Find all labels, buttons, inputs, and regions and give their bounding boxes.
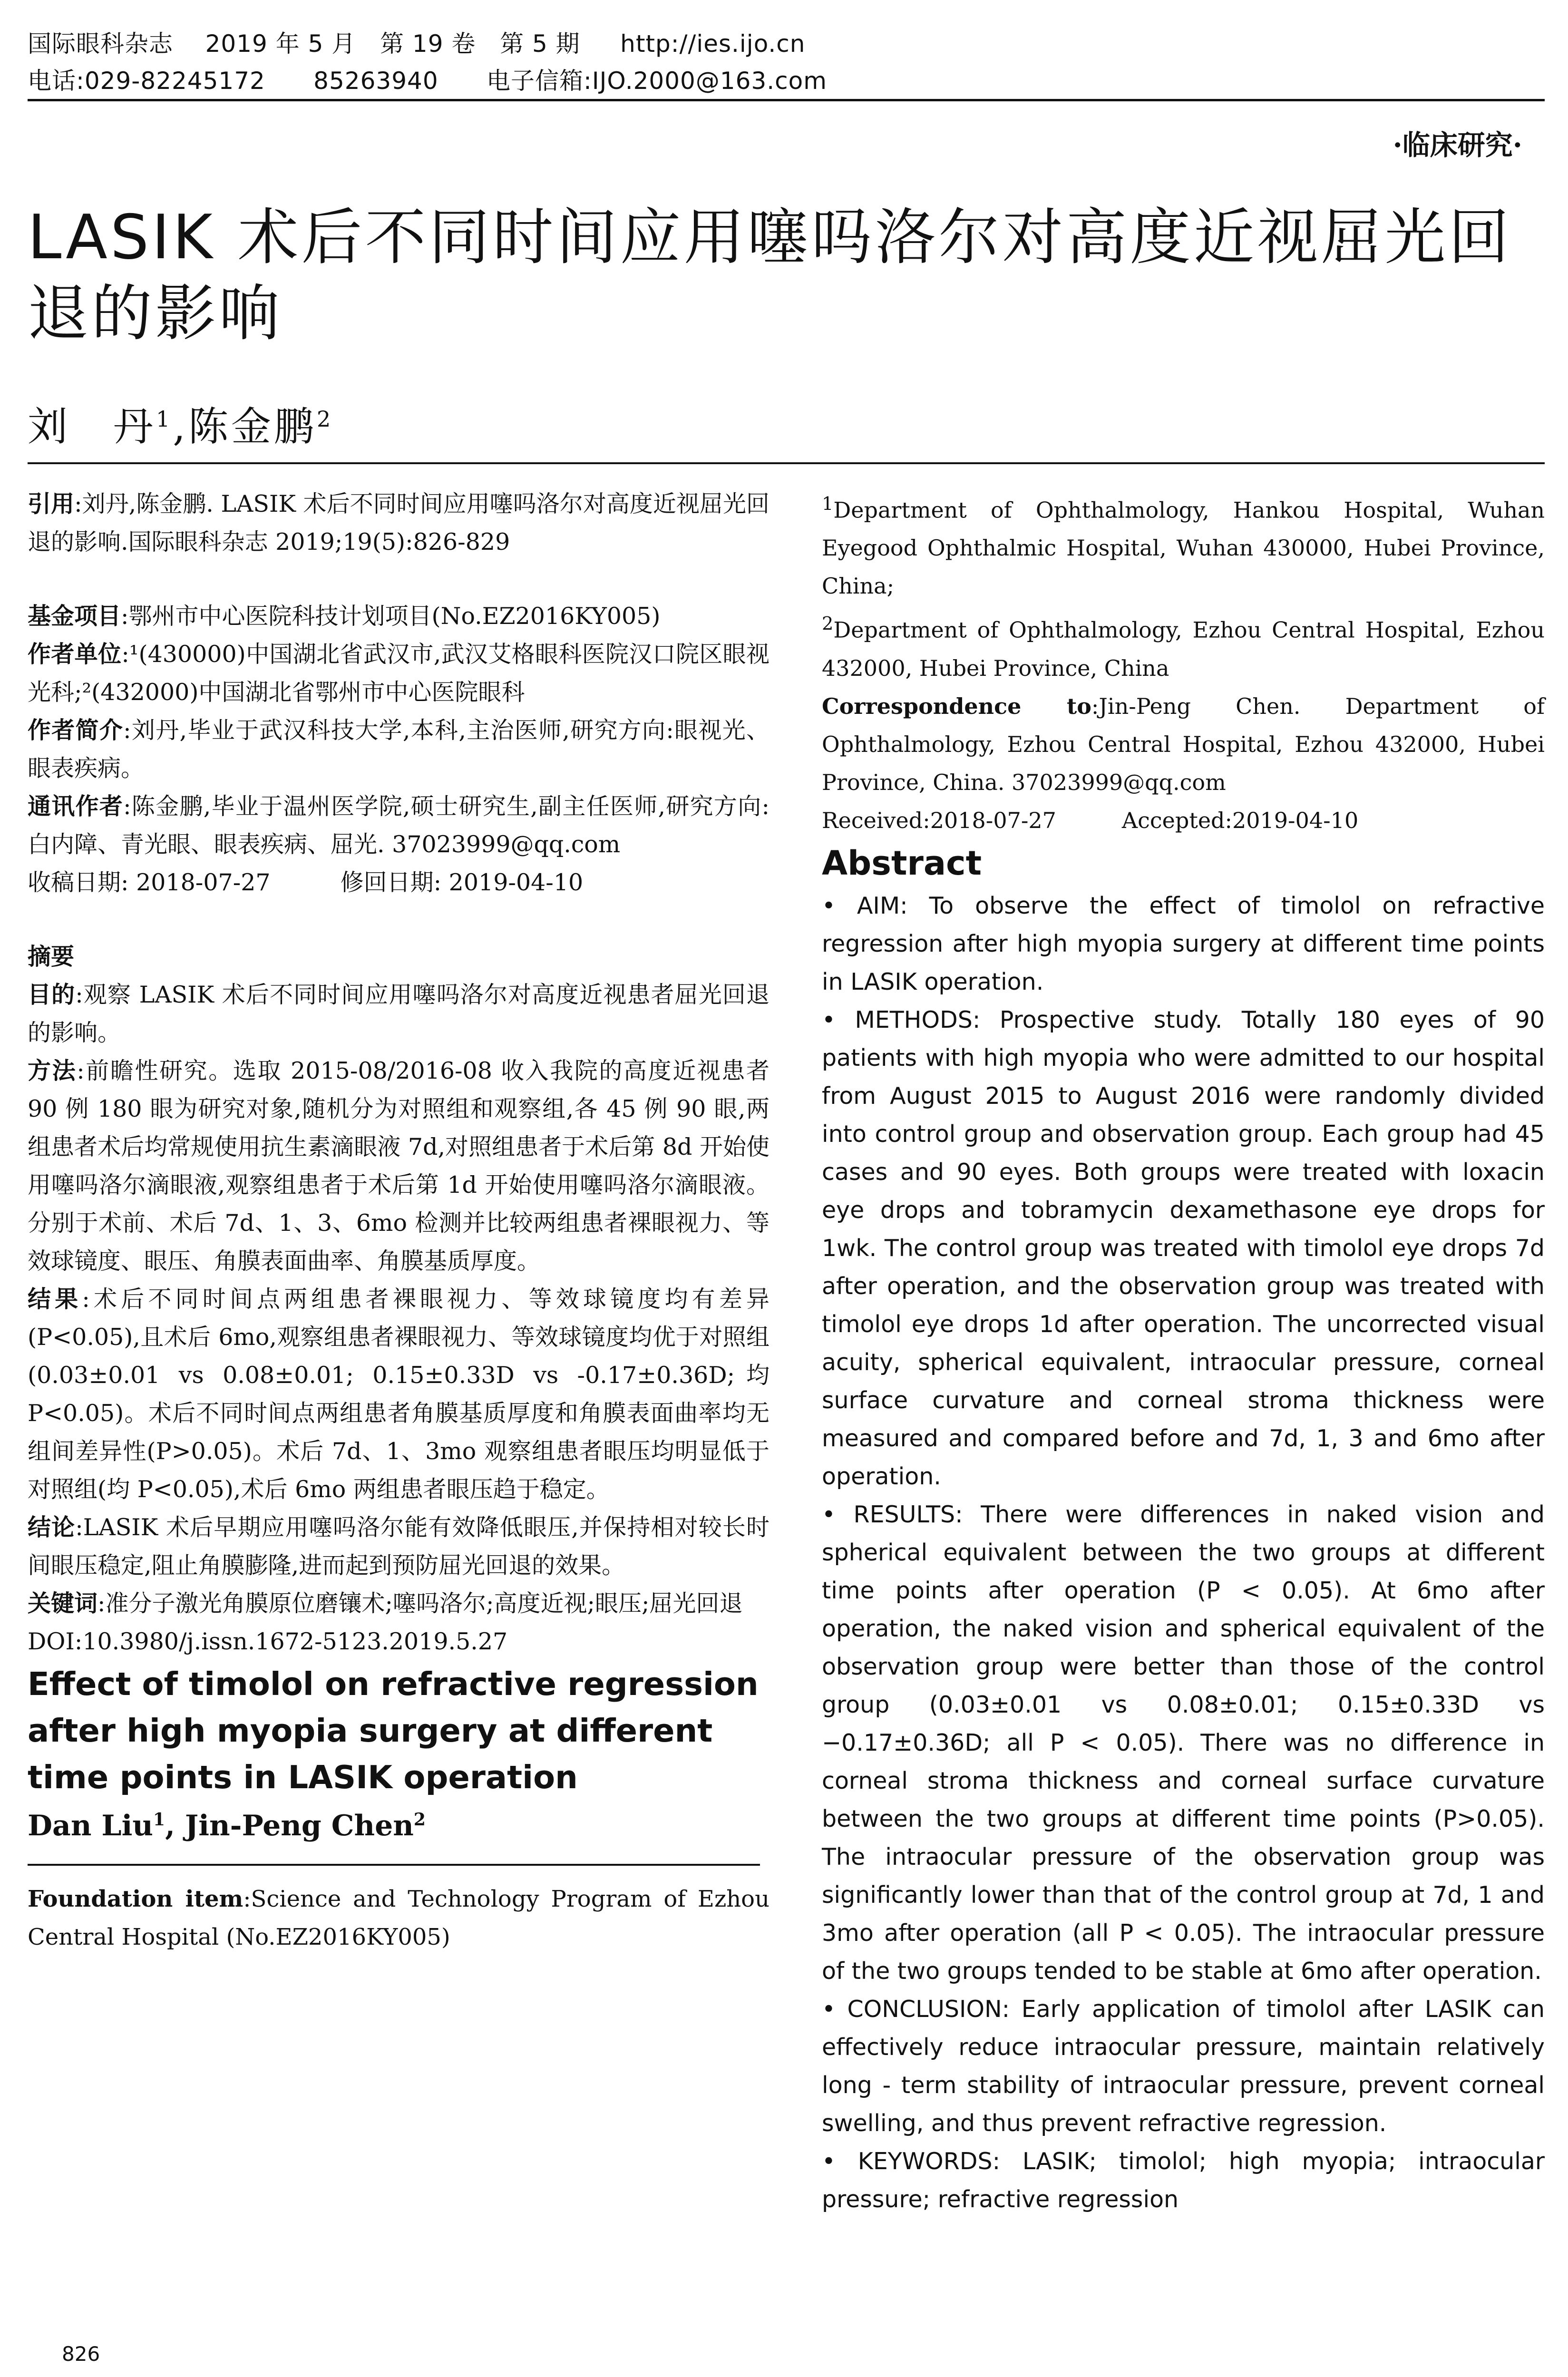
citation	[28, 485, 769, 561]
unit-key: 作者单位	[28, 641, 122, 668]
aff1-text: Department of Ophthalmology, Hankou Hospital, Wuhan Eyegood Ophthalmic Hospital, Wuhan 430000, Hubei Province, China;	[822, 497, 1545, 599]
results-en-text: : There were differences in naked vision and spherical equivalent between the two groups at different time points after operation (P < 0.05). At 6mo after operation, the naked vision and spherical equivalent of the observation group were better than those of the control group (0.03±0.01 vs 0.08±0.01; 0.15±0.33D vs −0.17±0.36D; all P < 0.05). There was no difference in corneal stroma thickness and corneal surface curvature between the two groups at different time points (P>0.05). The intraocular pressure of the observation group was significantly lower than that of the control group at 7d, 1 and 3mo after operation (all P < 0.05). The intraocular pressure of the two groups tended to be stable at 6mo after operation.	[822, 1500, 1545, 1985]
author-2: 陈金鹏	[188, 403, 317, 450]
results-en	[822, 1496, 1545, 1990]
dates-en: Received:2018-07-27 Accepted:2019-04-10	[822, 807, 1359, 833]
keywords-en	[822, 2143, 1545, 2219]
methods-cn	[28, 1052, 769, 1280]
aff1-sup: 1	[822, 493, 834, 515]
en-author-2-sup: 2	[413, 1810, 426, 1830]
bullet-icon: •	[822, 1500, 836, 1528]
journal-header-line1: 国际眼科杂志 2019 年 5 月 第 19 卷 第 5 期 http://ies.ijo.cn	[28, 30, 806, 58]
aim-cn	[28, 976, 769, 1052]
conclusion-cn-key: 结论	[28, 1514, 76, 1541]
keywords-cn-key: 关键词	[28, 1590, 98, 1617]
corresponding-author	[28, 788, 769, 864]
fund-key: 基金项目	[28, 603, 121, 630]
article-title: LASIK 术后不同时间应用噻吗洛尔对高度近视屈光回退的影响	[28, 202, 1512, 349]
aim-cn-key: 目的	[28, 981, 76, 1008]
conclusion-en-key: CONCLUSION	[847, 1995, 1002, 2023]
title-rule	[28, 462, 1545, 464]
results-cn-key: 结果	[28, 1286, 82, 1313]
results-cn-text: :术后不同时间点两组患者裸眼视力、等效球镜度均有差异(P<0.05),且术后 6mo,观察组患者裸眼视力、等效球镜度均优于对照组(0.03±0.01 vs 0.08±0.01; 0.15±0.33D vs -0.17±0.36D;均 P<0.05)。术后不同时间点两组患者角膜基质厚度和角膜表面曲率均无组间差异性(P>0.05)。术后 7d、1、3mo 观察组患者眼压均明显低于对照组(均 P<0.05),术后 6mo 两组患者眼压趋于稳定。	[28, 1286, 769, 1503]
section-tag: ·临床研究·	[1393, 129, 1522, 161]
en-author-1-sup: 1	[153, 1810, 166, 1830]
author-unit	[28, 635, 769, 711]
foundation-text: :Science and Technology Program of Ezhou Central Hospital (No.EZ2016KY005)	[28, 1886, 769, 1950]
corr-en-key: Correspondence to	[822, 693, 1091, 719]
conclusion-en	[822, 1990, 1545, 2143]
english-title: Effect of timolol on refractive regression after high myopia surgery at different time points in LASIK operation	[28, 1666, 759, 1796]
aim-cn-text: :观察 LASIK 术后不同时间应用噻吗洛尔对高度近视患者屈光回退的影响。	[28, 981, 769, 1046]
foundation-key: Foundation item	[28, 1886, 243, 1912]
foundation-item	[28, 1880, 769, 1956]
results-en-key: RESULTS	[853, 1500, 955, 1528]
bullet-icon: •	[822, 2147, 836, 2175]
abstract-heading-cn: 摘要	[28, 943, 75, 970]
results-cn	[28, 1280, 769, 1509]
fund-item	[28, 597, 769, 635]
english-authors	[28, 1801, 769, 1845]
fund-text: :鄂州市中心医院科技计划项目(No.EZ2016KY005)	[121, 603, 661, 630]
author-line	[28, 395, 333, 452]
unit-text: :¹(430000)中国湖北省武汉市,武汉艾格眼科医院汉口院区眼视光科;²(432000)中国湖北省鄂州市中心医院眼科	[28, 641, 769, 706]
keywords-cn	[28, 1585, 769, 1623]
header-rule	[28, 99, 1545, 101]
corr-text: :陈金鹏,毕业于温州医学院,硕士研究生,副主任医师,研究方向:白内障、青光眼、眼表疾病、屈光. 37023999@qq.com	[28, 793, 769, 858]
affiliation-1	[822, 485, 1545, 605]
en-author-2: Jin-Peng Chen	[185, 1809, 414, 1842]
corr-en-text: :Jin-Peng Chen. Department of Ophthalmology, Ezhou Central Hospital, Ezhou 432000, Hubei Province, China. 37023999@qq.com	[822, 693, 1545, 795]
keywords-cn-text: :准分子激光角膜原位磨镶术;噻吗洛尔;高度近视;眼压;屈光回退	[97, 1590, 743, 1617]
bullet-icon: •	[822, 892, 836, 919]
keywords-en-text: : LASIK; timolol; high myopia; intraocular pressure; refractive regression	[822, 2147, 1545, 2213]
en-author-sep: ,	[165, 1809, 185, 1842]
methods-cn-key: 方法	[28, 1057, 77, 1084]
dates-cn: 收稿日期: 2018-07-27 修回日期: 2019-04-10	[28, 869, 584, 896]
author-1-sup: 1	[156, 406, 173, 432]
journal-header-line2: 电话:029-82245172 85263940 电子信箱:IJO.2000@163.com	[28, 67, 827, 95]
bullet-icon: •	[822, 1006, 836, 1033]
bullet-icon: •	[822, 1995, 836, 2023]
corr-key: 通讯作者	[28, 793, 124, 820]
author-2-sup: 2	[317, 406, 334, 432]
aim-en-key: AIM	[857, 892, 900, 919]
methods-en-text: : Prospective study. Totally 180 eyes of 90 patients with high myopia who were admitted to our hospital from August 2015 to August 2016 were randomly divided into control group and observation group. Each group had 45 cases and 90 eyes. Both groups were treated with loxacin eye drops and tobramycin dexamethasone eye drops for 1wk. The control group was treated with timolol eye drops 7d after operation, and the observation group was treated with timolol eye drops 1d after operation. The uncorrected visual acuity, spherical equivalent, intraocular pressure, corneal surface curvature and corneal stroma thickness were measured and compared before and 7d, 1, 3 and 6mo after operation.	[822, 1006, 1545, 1490]
page-number: 826	[62, 2342, 100, 2366]
author-bio	[28, 711, 769, 788]
conclusion-cn-text: :LASIK 术后早期应用噻吗洛尔能有效降低眼压,并保持相对较长时间眼压稳定,阻止角膜膨隆,进而起到预防屈光回退的效果。	[28, 1514, 769, 1579]
correspondence-en	[822, 687, 1545, 801]
affiliation-2	[822, 605, 1545, 687]
conclusion-en-text: : Early application of timolol after LASIK can effectively reduce intraocular pressure, maintain relatively long - term stability of intraocular pressure, prevent corneal swelling, and thus prevent refractive regression.	[822, 1995, 1545, 2137]
en-author-1: Dan Liu	[28, 1809, 154, 1842]
conclusion-cn	[28, 1509, 769, 1585]
doi: DOI:10.3980/j.issn.1672-5123.2019.5.27	[28, 1628, 508, 1655]
citation-text: :刘丹,陈金鹏. LASIK 术后不同时间应用噻吗洛尔对高度近视屈光回退的影响.国际眼科杂志 2019;19(5):826-829	[28, 490, 769, 555]
right-column	[822, 485, 1545, 2219]
methods-en	[822, 1001, 1545, 1496]
aim-en	[822, 887, 1545, 1001]
aff2-sup: 2	[822, 613, 834, 635]
author-sep: ,	[173, 403, 188, 450]
bio-key: 作者简介	[28, 717, 124, 744]
left-column	[28, 485, 769, 1956]
bio-text: :刘丹,毕业于武汉科技大学,本科,主治医师,研究方向:眼视光、眼表疾病。	[28, 717, 769, 782]
aff2-text: Department of Ophthalmology, Ezhou Central Hospital, Ezhou 432000, Hubei Province, China	[822, 617, 1545, 681]
methods-en-key: METHODS	[855, 1006, 973, 1033]
footnote-rule	[28, 1864, 760, 1866]
abstract-heading: Abstract	[822, 843, 982, 883]
aim-en-text: : To observe the effect of timolol on refractive regression after high myopia surgery at different time points in LASIK operation.	[822, 892, 1545, 995]
citation-key: 引用	[28, 490, 75, 517]
keywords-en-key: KEYWORDS	[857, 2147, 993, 2175]
methods-cn-text: :前瞻性研究。选取 2015-08/2016-08 收入我院的高度近视患者 90 例 180 眼为研究对象,随机分为对照组和观察组,各 45 例 90 眼,两组患者术后均常规使用抗生素滴眼液 7d,对照组患者于术后第 8d 开始使用噻吗洛尔滴眼液,观察组患者于术后第 1d 开始使用噻吗洛尔滴眼液。分别于术前、术后 7d、1、3、6mo 检测并比较两组患者裸眼视力、等效球镜度、眼压、角膜表面曲率、角膜基质厚度。	[28, 1057, 769, 1275]
author-1: 刘 丹	[28, 403, 156, 450]
